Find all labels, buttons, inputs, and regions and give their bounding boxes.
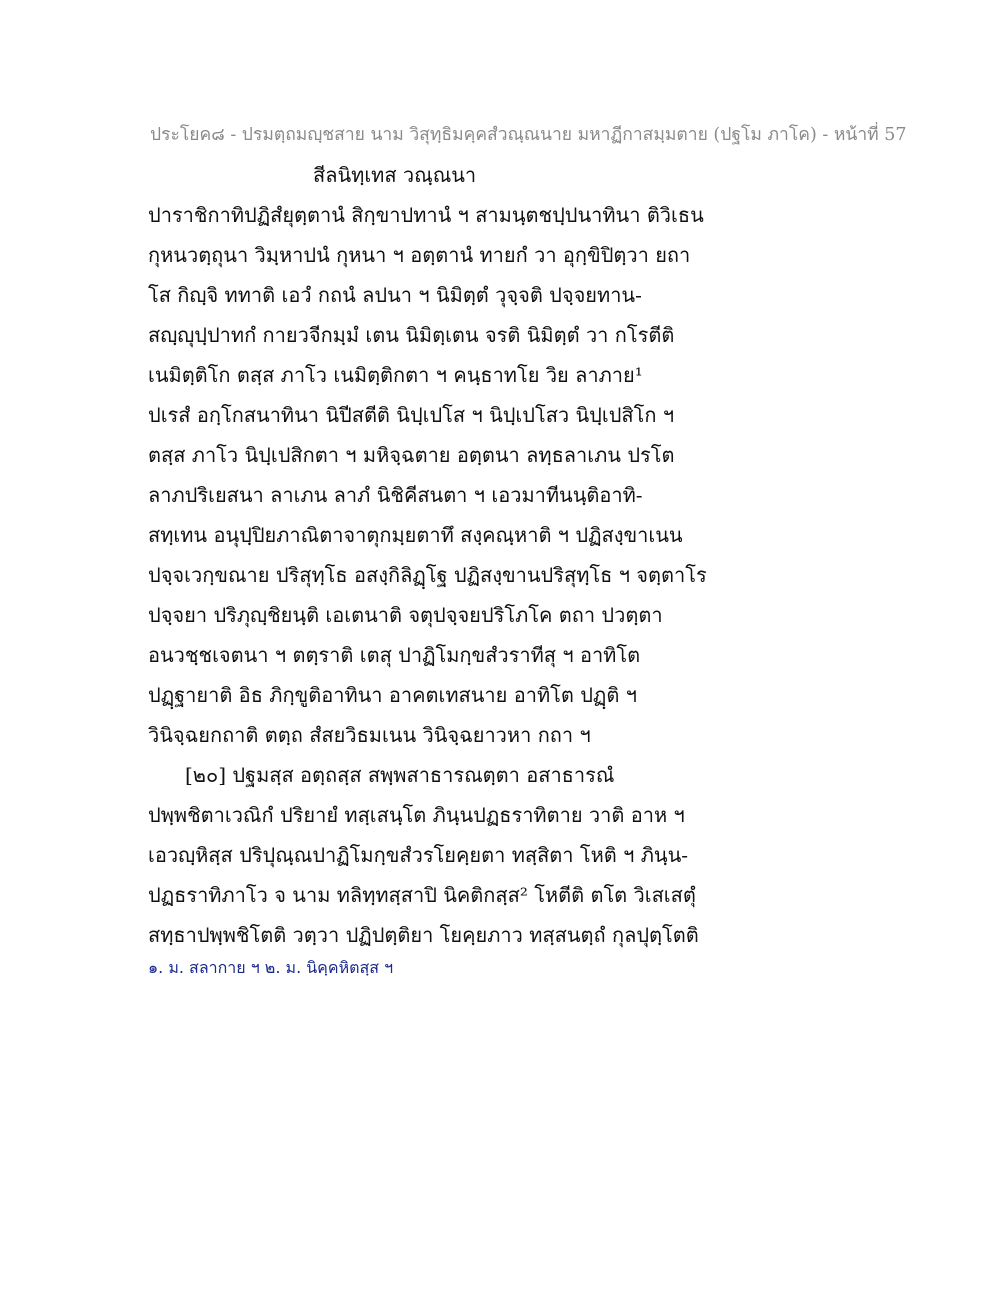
text-line: สทฺเทน อนุปฺปิยภาณิตาจาตุกมฺยตาทึ สงฺคณฺหาติ ฯ ปฏิสงฺขาเนน: [148, 523, 683, 547]
text-line: สทฺธาปพฺพชิโตติ วตฺวา ปฏิปตฺติยา โยคฺยภาว ทสฺสนตฺถํ กุลปุตฺโตติ: [148, 923, 699, 947]
body-text: [148, 199, 708, 959]
text-line: ปพฺพชิตาเวณิกํ ปริยายํ ทสฺเสนฺโต ภินฺนปฏธราทิตาย วาติ อาห ฯ: [148, 803, 685, 827]
text-line: ปาราชิกาทิปฏิสํยุตฺตานํ สิกฺขาปทานํ ฯ สามนฺตชปฺปนาทินา ติวิเธน: [148, 203, 704, 227]
text-line: กุหนวตฺถุนา วิมฺหาปนํ กุหนา ฯ อตฺตานํ ทายกํ วา อุกฺขิปิตฺวา ยถา: [148, 243, 691, 267]
text-line: ปจฺจเวกฺขณาย ปริสุทฺโธ อสงฺกิลิฏฺโฐ ปฏิสงฺขานปริสุทฺโธ ฯ จตฺตาโร: [148, 563, 707, 587]
text-line: โส กิญฺจิ ททาติ เอวํ กถนํ ลปนา ฯ นิมิตฺตํ วุจฺจติ ปจฺจยทาน-: [148, 283, 642, 307]
text-line: อนวชฺชเจตนา ฯ ตตฺราติ เตสุ ปาฏิโมกฺขสํวราทีสุ ฯ อาทิโต: [148, 643, 641, 667]
running-header: ประโยค๘ - ปรมตฺถมญฺชสาย นาม วิสุทฺธิมคฺคสํวณฺณนาย มหาฏีกาสมฺมตาย (ปฐโม ภาโค) - หน้าที่ 57: [150, 125, 907, 145]
text-line: ปฏฺฐายาติ อิธ ภิกฺขูติอาทินา อาคตเทสนาย อาทิโต ปฏฺติ ฯ: [148, 683, 637, 707]
text-line: ลาภปริเยสนา ลาเภน ลาภํ นิชิคีสนตา ฯ เอวมาทีนนฺติอาทิ-: [148, 483, 643, 507]
text-line: วินิจฺฉยกถาติ ตตฺถ สํสยวิธมเนน วินิจฺฉยาวหา กถา ฯ: [148, 723, 591, 747]
text-line: ปเรสํ อกฺโกสนาทินา นิปีสตีติ นิปฺเปโส ฯ นิปฺเปโสว นิปฺเปสิโก ฯ: [148, 403, 675, 427]
paragraph-first-line: [๒๐] ปฐมสฺส อตฺถสฺส สพฺพสาธารณตฺตา อสาธารณํ: [185, 763, 615, 787]
footnotes: ๑. ม. สลากาย ฯ ๒. ม. นิคฺคหิตสฺส ฯ: [148, 958, 394, 977]
text-line: เอวญฺหิสฺส ปริปุณฺณปาฏิโมกฺขสํวรโยคฺยตา ทสฺสิตา โหติ ฯ ภินฺน-: [148, 843, 689, 867]
text-line: ตสฺส ภาโว นิปฺเปสิกตา ฯ มหิจฺฉตาย อตฺตนา ลทฺธลาเภน ปรโต: [148, 443, 675, 467]
text-line: ปจฺจยา ปริภุญฺชิยนฺติ เอเตนาติ จตุปจฺจยปริโภโค ตถา ปวตฺตา: [148, 603, 663, 627]
text-line: ปฏธราทิภาโว จ นาม ทลิทฺทสฺสาปิ นิคติกสฺส² โหตีติ ตโต วิเสเสตุํ: [148, 883, 696, 907]
section-title: สีลนิทฺเทส วณฺณนา: [313, 163, 477, 187]
text-line: เนมิตฺติโก ตสฺส ภาโว เนมิตฺติกตา ฯ คนฺธาทโย วิย ลาภาย¹: [148, 363, 643, 387]
text-line: สญฺญุปฺปาทกํ กายวจีกมฺมํ เตน นิมิตฺเตน จรติ นิมิตฺตํ วา กโรตีติ: [148, 323, 675, 347]
